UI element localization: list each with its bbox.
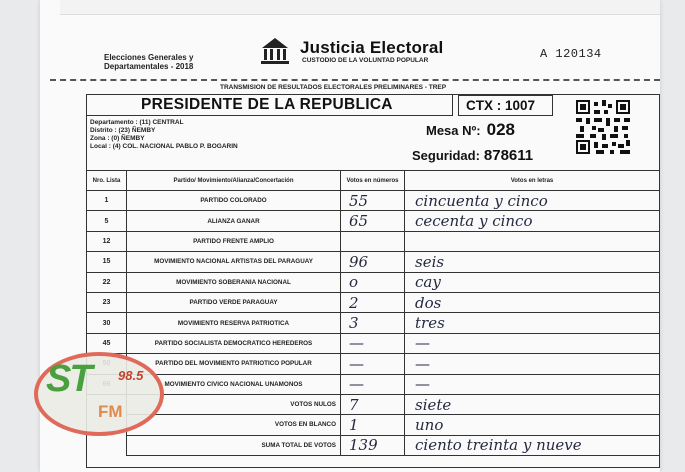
- ctx-box: [458, 95, 553, 116]
- distrito: Distrito : (23) ÑEMBY: [90, 127, 156, 134]
- list-number: 12: [87, 231, 127, 251]
- list-number: 22: [87, 272, 127, 292]
- office-title: PRESIDENTE DE LA REPUBLICA: [141, 96, 393, 113]
- list-number: 23: [87, 292, 127, 312]
- party-name: MOVIMIENTO CIVICO NACIONAL UNAMONOS: [127, 374, 341, 394]
- header-votes-text: Votos en letras: [405, 171, 660, 191]
- mesa-value: 028: [486, 120, 515, 139]
- votes-number: [341, 231, 405, 251]
- totals-label: VOTOS NULOS: [127, 394, 341, 414]
- ctx-value: CTX : 1007: [466, 98, 536, 113]
- totals-label: SUMA TOTAL DE VOTOS: [127, 435, 341, 455]
- votes-letters: dos: [405, 292, 660, 312]
- votes-letters: tres: [405, 313, 660, 333]
- mesa-number: [426, 120, 515, 140]
- votes-number: 55: [341, 191, 405, 211]
- party-name: PARTIDO VERDE PARAGUAY: [127, 292, 341, 312]
- local: Local : (4) COL. NACIONAL PABLO P. BOGARIN: [90, 143, 238, 150]
- list-number: 45: [87, 333, 127, 353]
- departamento: Departamento : (11) CENTRAL: [90, 119, 184, 126]
- votes-letters: seis: [405, 252, 660, 272]
- party-name: MOVIMIENTO SOBERANIA NACIONAL: [127, 272, 341, 292]
- votes-letters: —: [405, 374, 660, 394]
- table-row: [87, 211, 660, 231]
- votes-number: —: [341, 333, 405, 353]
- transmission-title: TRANSMISION DE RESULTADOS ELECTORALES PRELIMINARES - TREP: [220, 84, 447, 91]
- blank-cell: [87, 435, 127, 455]
- election-line-1: Elecciones Generales y: [104, 53, 194, 62]
- list-number: 15: [87, 252, 127, 272]
- votes-letters: cecenta y cinco: [405, 211, 660, 231]
- table-row: [87, 374, 660, 394]
- votes-letters: [405, 231, 660, 251]
- totals-row: [87, 435, 660, 455]
- watermark-band: FM: [98, 402, 123, 421]
- serial-number: A 120134: [540, 47, 602, 61]
- votes-letters: —: [405, 354, 660, 374]
- mesa-label: Mesa Nº:: [426, 123, 481, 138]
- votes-number: 3: [341, 313, 405, 333]
- table-header-row: [87, 171, 660, 191]
- table-row: [87, 231, 660, 251]
- votes-number: 65: [341, 211, 405, 231]
- header-nro: Nro. Lista: [87, 171, 127, 191]
- totals-number: 139: [341, 435, 405, 455]
- party-name: PARTIDO DEL MOVIMIENTO PATRIOTICO POPULAR: [127, 354, 341, 374]
- watermark-frequency: 98.5: [118, 368, 144, 383]
- header-votes-num: Votos en números: [341, 171, 405, 191]
- votes-table: [86, 170, 660, 456]
- party-name: ALIANZA GANAR: [127, 211, 341, 231]
- security-value: 878611: [483, 147, 534, 164]
- table-row: [87, 333, 660, 353]
- totals-row: [87, 415, 660, 435]
- totals-letters: ciento treinta y nueve: [405, 435, 660, 455]
- qr-code-icon: [576, 100, 630, 154]
- votes-number: 96: [341, 252, 405, 272]
- totals-row: [87, 394, 660, 414]
- table-row: [87, 272, 660, 292]
- list-number: 5: [87, 211, 127, 231]
- votes-number: —: [341, 374, 405, 394]
- votes-number: —: [341, 354, 405, 374]
- institution-title: Justicia Electoral: [300, 38, 444, 57]
- justicia-electoral-logo-icon: [258, 36, 292, 66]
- election-line-2: Departamentales - 2018: [104, 62, 194, 71]
- table-row: [87, 252, 660, 272]
- party-name: MOVIMIENTO RESERVA PATRIOTICA: [127, 313, 341, 333]
- institution-subtitle: CUSTODIO DE LA VOLUNTAD POPULAR: [302, 57, 429, 64]
- party-name: PARTIDO SOCIALISTA DEMOCRATICO HEREDEROS: [127, 333, 341, 353]
- security-code: [412, 147, 533, 164]
- votes-letters: cay: [405, 272, 660, 292]
- top-strip: [60, 0, 660, 15]
- totals-letters: uno: [405, 415, 660, 435]
- table-row: [87, 292, 660, 312]
- totals-letters: siete: [405, 394, 660, 414]
- zona: Zona : (0) ÑEMBY: [90, 135, 145, 142]
- security-label: Seguridad:: [412, 148, 480, 163]
- table-row: [87, 354, 660, 374]
- votes-number: 2: [341, 292, 405, 312]
- totals-number: 7: [341, 394, 405, 414]
- party-name: PARTIDO FRENTE AMPLIO: [127, 231, 341, 251]
- list-number: 1: [87, 191, 127, 211]
- table-row: [87, 313, 660, 333]
- watermark-brand: ST: [46, 358, 91, 400]
- header-party: Partido/ Movimiento/Alianza/Concertación: [127, 171, 341, 191]
- totals-number: 1: [341, 415, 405, 435]
- office-box: [86, 94, 453, 116]
- election-name: [104, 53, 193, 71]
- party-name: MOVIMIENTO NACIONAL ARTISTAS DEL PARAGUAY: [127, 252, 341, 272]
- party-name: PARTIDO COLORADO: [127, 191, 341, 211]
- totals-label: VOTOS EN BLANCO: [127, 415, 341, 435]
- tear-line: [50, 79, 660, 81]
- votes-letters: —: [405, 333, 660, 353]
- table-row: [87, 191, 660, 211]
- votes-number: o: [341, 272, 405, 292]
- radio-watermark: [34, 352, 164, 436]
- votes-letters: cincuenta y cinco: [405, 191, 660, 211]
- list-number: 30: [87, 313, 127, 333]
